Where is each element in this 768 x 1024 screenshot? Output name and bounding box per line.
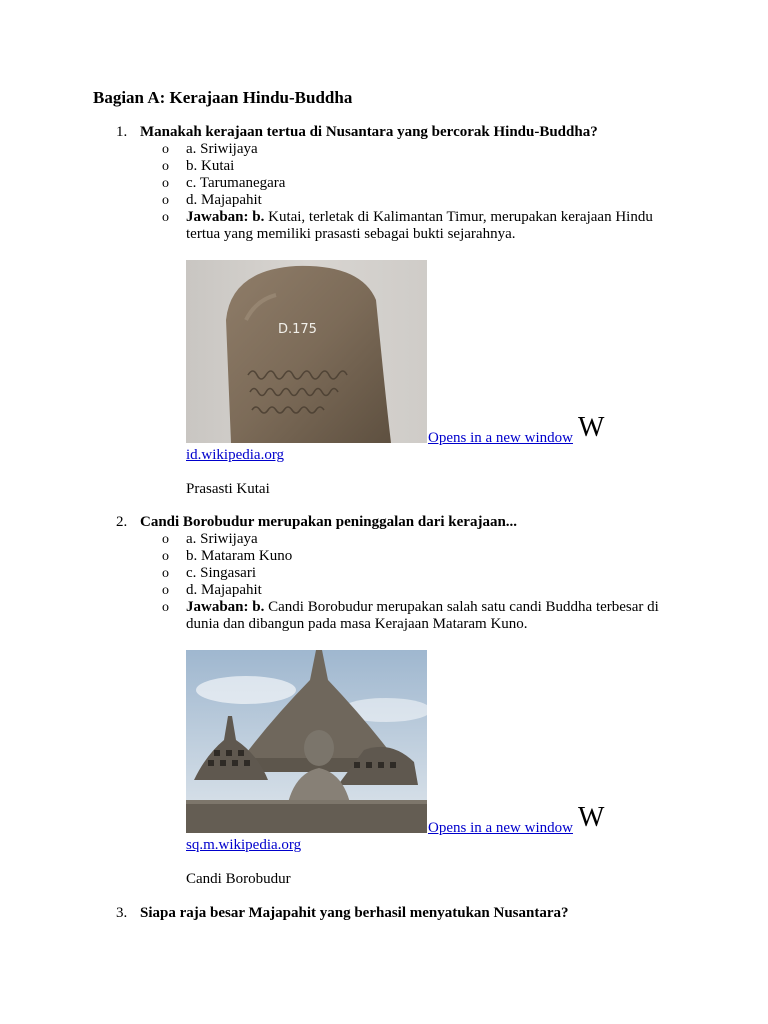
- q2-option-d: d. Majapahit: [186, 582, 262, 598]
- question-3-text: Siapa raja besar Majapahit yang berhasil menyatukan Nusantara?: [140, 905, 569, 921]
- q1-option-c: c. Tarumanegara: [186, 175, 286, 191]
- wikipedia-logo-icon: W: [578, 412, 605, 443]
- q1-answer: [186, 209, 686, 243]
- q2-option-c: c. Singasari: [186, 565, 256, 581]
- question-3-number: 3.: [116, 905, 128, 921]
- prasasti-kutai-image[interactable]: [186, 260, 427, 443]
- q1-option-a: a. Sriwijaya: [186, 141, 258, 157]
- q2-answer-text: Candi Borobudur merupakan salah satu candi Buddha terbesar di dunia dan dibangun pada masa Kerajaan Mataram Kuno.: [186, 599, 659, 632]
- bullet: o: [162, 159, 169, 174]
- bullet: o: [162, 600, 169, 615]
- q1-answer-text: Kutai, terletak di Kalimantan Timur, merupakan kerajaan Hindu tertua yang memiliki prasasti sebagai bukti sejarahnya.: [186, 209, 653, 242]
- bullet: o: [162, 566, 169, 581]
- bullet: o: [162, 193, 169, 208]
- q2-answer: [186, 599, 686, 633]
- bullet: o: [162, 210, 169, 225]
- q1-source-link[interactable]: id.wikipedia.org: [186, 447, 285, 463]
- q1-open-link[interactable]: Opens in a new window: [428, 430, 573, 446]
- q2-image-caption: Candi Borobudur: [186, 871, 291, 887]
- q1-image-caption: Prasasti Kutai: [186, 481, 270, 497]
- q1-answer-label: Jawaban: b.: [186, 209, 265, 225]
- q2-answer-label: Jawaban: b.: [186, 599, 265, 615]
- bullet: o: [162, 142, 169, 157]
- q2-source-link[interactable]: sq.m.wikipedia.org: [186, 837, 302, 853]
- bullet: o: [162, 532, 169, 547]
- question-2-text: Candi Borobudur merupakan peninggalan dari kerajaan...: [140, 514, 518, 530]
- question-1-number: 1.: [116, 124, 128, 140]
- section-title: Bagian A: Kerajaan Hindu-Buddha: [93, 88, 353, 107]
- stone-inscription-picture: [186, 260, 427, 443]
- q1-option-b: b. Kutai: [186, 158, 235, 174]
- wikipedia-logo-icon: W: [578, 802, 605, 833]
- specimen-label: D.175: [278, 322, 317, 337]
- bullet: o: [162, 583, 169, 598]
- question-2-number: 2.: [116, 514, 128, 530]
- question-1-text: Manakah kerajaan tertua di Nusantara yang bercorak Hindu-Buddha?: [140, 124, 598, 140]
- q2-open-link[interactable]: Opens in a new window: [428, 820, 573, 836]
- bullet: o: [162, 549, 169, 564]
- candi-borobudur-image[interactable]: [186, 650, 427, 833]
- bullet: o: [162, 176, 169, 191]
- q2-option-b: b. Mataram Kuno: [186, 548, 293, 564]
- q2-option-a: a. Sriwijaya: [186, 531, 258, 547]
- q1-option-d: d. Majapahit: [186, 192, 262, 208]
- borobudur-stupa-picture: [186, 650, 427, 833]
